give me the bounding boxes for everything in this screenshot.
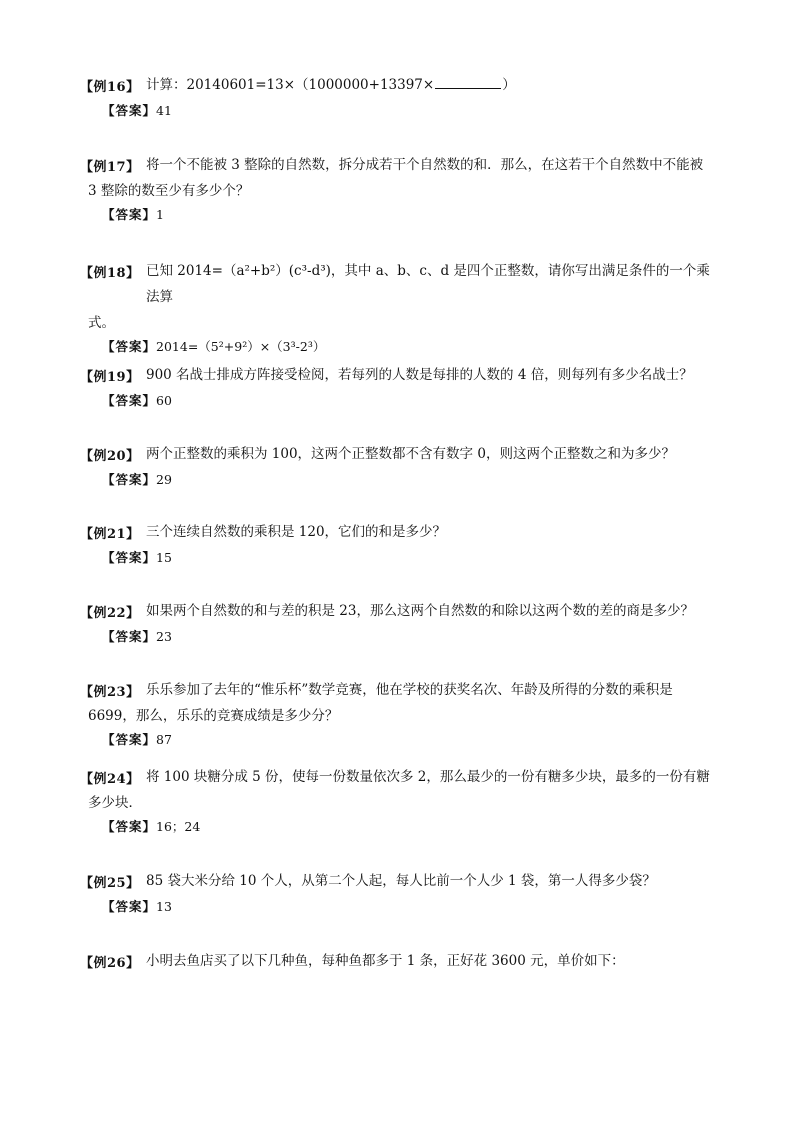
problem-25 [80, 868, 720, 916]
problem-question [146, 948, 720, 974]
answer-value: 2014=（5²+9²）×（3³-2³） [156, 339, 326, 354]
problem-answer [102, 818, 720, 836]
problem-label: 【例16】 [80, 80, 140, 95]
problem-label: 【例17】 [80, 160, 140, 175]
problem-label: 【例19】 [80, 370, 140, 385]
question-line-1: 三个连续自然数的乘积是 120，它们的和是多少？ [146, 524, 447, 540]
answer-label: 【答案】 [102, 103, 157, 118]
answer-label: 【答案】 [102, 550, 157, 565]
problem-answer [102, 628, 720, 646]
question-line-2: 3 整除的数至少有多少个？ [88, 183, 250, 199]
problem-question [146, 72, 720, 98]
problem-answer [102, 102, 720, 120]
answer-blank [435, 74, 501, 89]
problem-label: 【例20】 [80, 449, 140, 464]
answer-label: 【答案】 [102, 393, 157, 408]
problem-label: 【例26】 [80, 956, 140, 971]
problem-18 [80, 258, 720, 356]
question-line-1: 将 100 块糖分成 5 份，使每一份数量依次多 2，那么最少的一份有糖多少块，最多的一份有糖 [146, 769, 710, 785]
problem-label: 【例24】 [80, 772, 140, 787]
problem-26 [80, 948, 720, 974]
question-text-end: ） [502, 77, 516, 93]
answer-label: 【答案】 [102, 899, 157, 914]
problem-answer [102, 206, 720, 224]
problem-19 [80, 362, 720, 410]
answer-value: 87 [156, 732, 172, 747]
problem-17 [80, 152, 720, 224]
answer-label: 【答案】 [102, 629, 157, 644]
question-line-1: 小明去鱼店买了以下几种鱼，每种鱼都多于 1 条，正好花 3600 元，单价如下： [146, 953, 625, 969]
problem-label: 【例22】 [80, 606, 140, 621]
problem-22 [80, 598, 720, 646]
problem-answer [102, 392, 720, 410]
answer-label: 【答案】 [102, 339, 157, 354]
question-line-2: 多少块． [88, 795, 142, 811]
problem-question [146, 519, 720, 545]
answer-value: 1 [156, 207, 164, 222]
question-line-1: 将一个不能被 3 整除的自然数，拆分成若干个自然数的和．那么，在这若干个自然数中不能被 [146, 157, 704, 173]
problem-label: 【例23】 [80, 685, 140, 700]
problem-23 [80, 677, 720, 749]
problem-question [146, 441, 720, 467]
problem-24 [80, 764, 720, 836]
problem-label: 【例21】 [80, 527, 140, 542]
question-line-1: 如果两个自然数的和与差的积是 23，那么这两个自然数的和除以这两个数的差的商是多少？ [146, 603, 694, 619]
problem-label: 【例25】 [80, 876, 140, 891]
problem-21 [80, 519, 720, 567]
question-text: 计算：20140601=13×（1000000+13397× [146, 77, 435, 93]
answer-value: 16；24 [156, 819, 201, 834]
question-line-1: 85 袋大米分给 10 个人，从第二个人起，每人比前一个人少 1 袋，第一人得多少袋？ [146, 873, 656, 889]
answer-label: 【答案】 [102, 472, 157, 487]
answer-value: 23 [156, 629, 172, 644]
question-line-1: 两个正整数的乘积为 100，这两个正整数都不含有数字 0，则这两个正整数之和为多少？ [146, 446, 675, 462]
question-line-2: 6699，那么，乐乐的竞赛成绩是多少分？ [88, 708, 339, 724]
problem-question [146, 362, 720, 388]
problem-answer [102, 549, 720, 567]
answer-label: 【答案】 [102, 207, 157, 222]
problem-label: 【例18】 [80, 266, 140, 281]
problem-question [146, 868, 720, 894]
answer-value: 13 [156, 899, 172, 914]
question-line-2: 式。 [88, 315, 115, 331]
problem-20 [80, 441, 720, 489]
answer-value: 29 [156, 472, 172, 487]
question-line-1: 已知 2014=（a²+b²）(c³-d³)，其中 a、b、c、d 是四个正整数，请你写出满足条件的一个乘法算 [146, 263, 710, 305]
answer-label: 【答案】 [102, 732, 157, 747]
problem-question [146, 598, 720, 624]
answer-label: 【答案】 [102, 819, 157, 834]
problem-16 [80, 72, 720, 120]
answer-value: 41 [156, 103, 172, 118]
problem-answer [102, 731, 720, 749]
problem-answer [102, 898, 720, 916]
answer-value: 15 [156, 550, 172, 565]
answer-value: 60 [156, 393, 172, 408]
question-line-1: 乐乐参加了去年的“惟乐杯”数学竞赛，他在学校的获奖名次、年龄及所得的分数的乘积是 [146, 682, 673, 698]
problem-answer [102, 338, 720, 356]
problem-answer [102, 471, 720, 489]
question-line-1: 900 名战士排成方阵接受检阅，若每列的人数是每排的人数的 4 倍，则每列有多少名战士？ [146, 367, 693, 383]
